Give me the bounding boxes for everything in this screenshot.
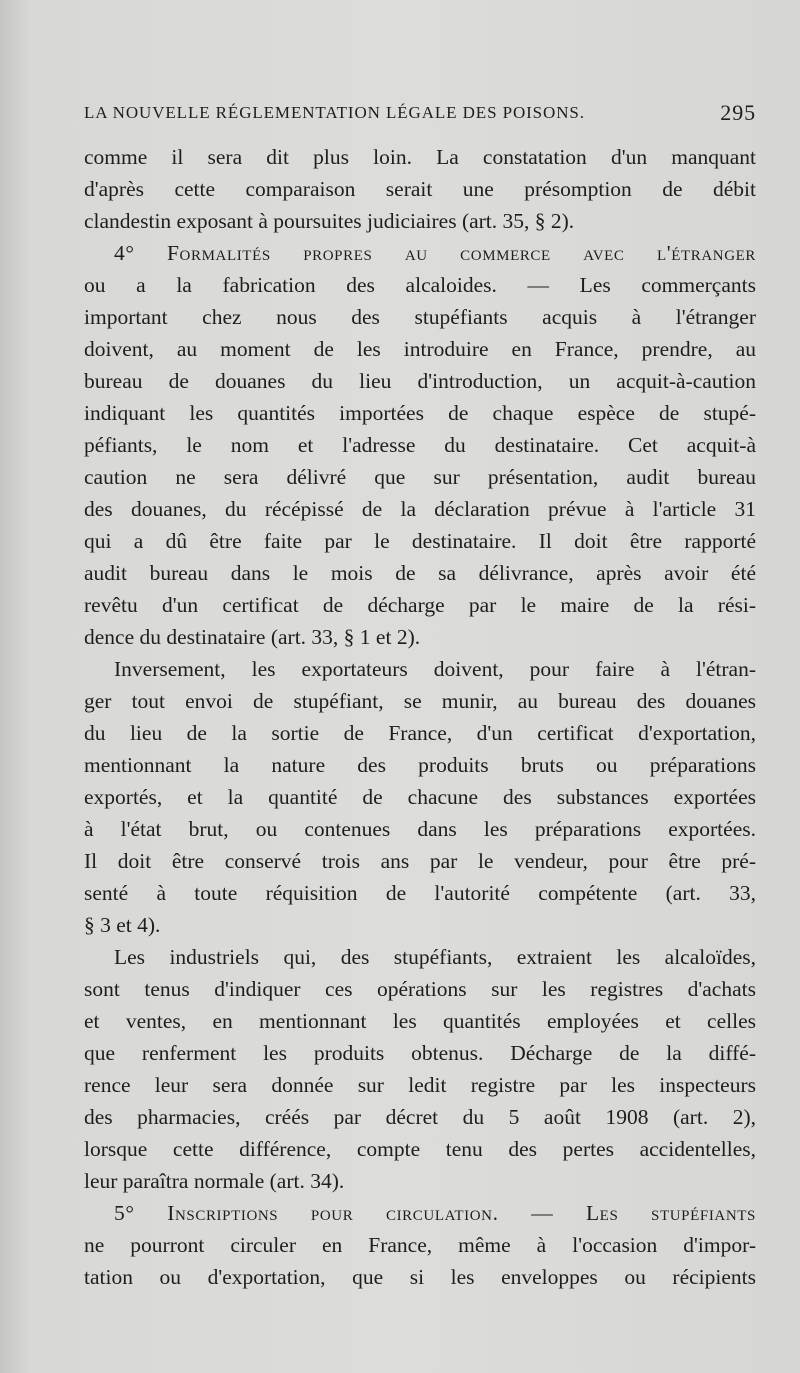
text-line: ger tout envoi de stupéfiant, se munir, au bureau des douanes: [84, 689, 756, 713]
text-line: § 3 et 4).: [84, 913, 161, 937]
section-heading-line: 5° Inscriptions pour circulation. — Les stupéfiants: [114, 1201, 756, 1225]
text-line: d'après cette comparaison serait une présomption de débit: [84, 177, 756, 201]
text-line: des pharmacies, créés par décret du 5 août 1908 (art. 2),: [84, 1105, 756, 1129]
text-line: indiquant les quantités importées de chaque espèce de stupé-: [84, 401, 756, 425]
section-heading-line: 4° Formalités propres au commerce avec l'étranger: [114, 241, 756, 265]
text-line: exportés, et la quantité de chacune des substances exportées: [84, 785, 756, 809]
text-line: péfiants, le nom et l'adresse du destinataire. Cet acquit-à: [84, 433, 756, 457]
text-line: à l'état brut, ou contenues dans les préparations exportées.: [84, 817, 756, 841]
text-line: des douanes, du récépissé de la déclaration prévue à l'article 31: [84, 497, 756, 521]
text-line: audit bureau dans le mois de sa délivrance, après avoir été: [84, 561, 756, 585]
text-line: leur paraîtra normale (art. 34).: [84, 1169, 345, 1193]
text-line: doivent, au moment de les introduire en France, prendre, au: [84, 337, 756, 361]
text-line: et ventes, en mentionnant les quantités employées et celles: [84, 1009, 756, 1033]
text-line: clandestin exposant à poursuites judiciaires (art. 35, § 2).: [84, 209, 575, 233]
page-number: 295: [720, 100, 756, 125]
text-line: mentionnant la nature des produits bruts ou préparations: [84, 753, 756, 777]
text-line: Les industriels qui, des stupéfiants, extraient les alcaloïdes,: [114, 945, 756, 969]
text-line: ne pourront circuler en France, même à l'occasion d'impor-: [84, 1233, 756, 1257]
text-line: senté à toute réquisition de l'autorité compétente (art. 33,: [84, 881, 756, 905]
text-line: Inversement, les exportateurs doivent, pour faire à l'étran-: [114, 657, 756, 681]
text-line: lorsque cette différence, compte tenu des pertes accidentelles,: [84, 1137, 756, 1161]
text-line: du lieu de la sortie de France, d'un certificat d'exportation,: [84, 721, 756, 745]
section-heading-line: ou a la fabrication des alcaloides. — Les commerçants: [84, 273, 756, 297]
text-line: sont tenus d'indiquer ces opérations sur les registres d'achats: [84, 977, 756, 1001]
text-line: rence leur sera donnée sur ledit registre par les inspecteurs: [84, 1073, 756, 1097]
text-line: dence du destinataire (art. 33, § 1 et 2).: [84, 625, 421, 649]
text-line: caution ne sera délivré que sur présentation, audit bureau: [84, 465, 756, 489]
text-line: tation ou d'exportation, que si les enveloppes ou récipients: [84, 1265, 756, 1289]
text-line: comme il sera dit plus loin. La constatation d'un manquant: [84, 145, 756, 169]
text-line: que renferment les produits obtenus. Décharge de la diffé-: [84, 1041, 756, 1065]
running-title: LA NOUVELLE RÉGLEMENTATION LÉGALE DES POISONS.: [84, 103, 585, 122]
text-line: important chez nous des stupéfiants acquis à l'étranger: [84, 305, 756, 329]
text-line: qui a dû être faite par le destinataire. Il doit être rapporté: [84, 529, 756, 553]
text-line: revêtu d'un certificat de décharge par le maire de la rési-: [84, 593, 756, 617]
text-line: bureau de douanes du lieu d'introduction, un acquit-à-caution: [84, 369, 756, 393]
page-header: [84, 98, 756, 128]
text-line: Il doit être conservé trois ans par le vendeur, pour être pré-: [84, 849, 756, 873]
